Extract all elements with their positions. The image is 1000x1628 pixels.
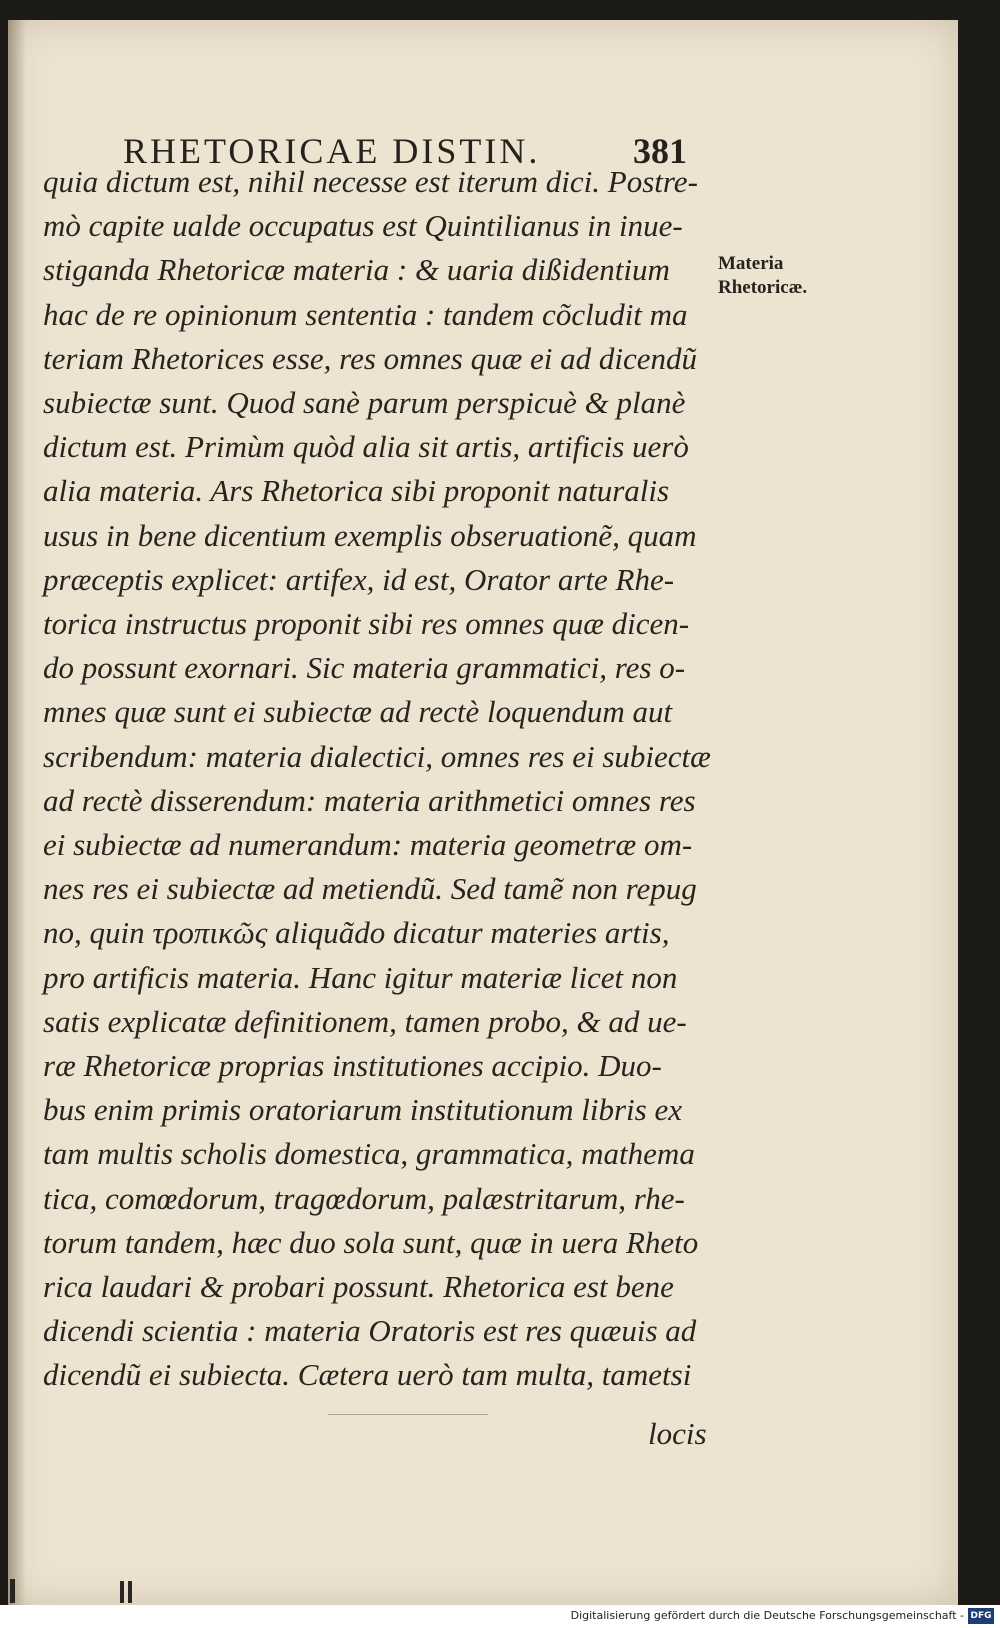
text-line: usus in bene dicentium exemplis obseruationẽ, quam bbox=[43, 517, 697, 553]
text-line: quia dictum est, nihil necesse est iterum dici. Postre- bbox=[43, 164, 698, 199]
dfg-logo: DFG bbox=[968, 1608, 994, 1624]
text-line: ræ Rhetoricæ proprias institutiones accipio. Duo- bbox=[43, 1048, 662, 1084]
text-line: dictum est. Primùm quòd alia sit artis, artificis uerò bbox=[43, 429, 689, 465]
text-line: pro artificis materia. Hanc igitur materiæ licet non bbox=[43, 959, 678, 995]
text-line: hac de re opinionum sententia : tandem cõcludit ma bbox=[43, 296, 688, 332]
text-line: nes res ei subiectæ ad metiendũ. Sed tamẽ non repug bbox=[43, 871, 697, 907]
text-line: subiectæ sunt. Quod sanè parum perspicuè & planè bbox=[43, 385, 686, 421]
text-line: stiganda Rhetoricæ materia : & uaria dißidentium bbox=[43, 252, 670, 288]
digitization-credit: Digitalisierung gefördert durch die Deutsche Forschungsgemeinschaft - bbox=[570, 1609, 964, 1622]
text-line: mò capite ualde occupatus est Quintilianus in inue- bbox=[43, 208, 683, 244]
marginal-note bbox=[718, 252, 807, 300]
text-line: no, quin τροπικῶς aliquãdo dicatur materies artis, bbox=[43, 915, 670, 951]
book-page bbox=[8, 20, 958, 1605]
text-line: rica laudari & probari possunt. Rhetorica est bene bbox=[43, 1269, 674, 1305]
text-line: ad rectè disserendum: materia arithmetici omnes res bbox=[43, 782, 696, 818]
text-line: præceptis explicet: artifex, id est, Orator arte Rhe- bbox=[43, 561, 675, 597]
text-line: dicendũ ei subiecta. Cætera uerò tam multa, tametsi bbox=[43, 1357, 692, 1393]
text-line: torica instructus proponit sibi res omnes quæ dicen- bbox=[43, 606, 690, 642]
text-line: teriam Rhetorices esse, res omnes quæ ei ad dicendũ bbox=[43, 340, 698, 376]
page-number: 381 bbox=[633, 131, 687, 171]
faint-rule bbox=[328, 1414, 488, 1415]
binding-marks bbox=[8, 1575, 148, 1605]
text-line: bus enim primis oratoriarum institutionum libris ex bbox=[43, 1092, 682, 1128]
marginal-note-line: Materia bbox=[718, 253, 784, 274]
text-line: mnes quæ sunt ei subiectæ ad rectè loquendum aut bbox=[43, 694, 673, 730]
text-line: torum tandem, hæc duo sola sunt, quæ in uera Rheto bbox=[43, 1224, 699, 1260]
text-line: ei subiectæ ad numerandum: materia geometræ om- bbox=[43, 827, 693, 863]
text-line: satis explicatæ definitionem, tamen probo, & ad ue- bbox=[43, 1003, 687, 1039]
running-title: RHETORICAE DISTIN. bbox=[123, 131, 541, 171]
text-line: scribendum: materia dialectici, omnes res ei subiectæ bbox=[43, 738, 711, 774]
catchword: locis bbox=[648, 1416, 707, 1451]
page-gutter-shadow bbox=[8, 20, 26, 1605]
text-line: tam multis scholis domestica, grammatica, mathema bbox=[43, 1136, 695, 1172]
text-line: dicendi scientia : materia Oratoris est res quæuis ad bbox=[43, 1313, 697, 1349]
marginal-note-line: Rhetoricæ. bbox=[718, 277, 808, 298]
text-line: alia materia. Ars Rhetorica sibi proponit naturalis bbox=[43, 473, 670, 509]
footer-bar bbox=[0, 1605, 1000, 1628]
main-text-block bbox=[43, 160, 723, 1398]
text-line: do possunt exornari. Sic materia grammatici, res o- bbox=[43, 650, 686, 686]
text-line: tica, comœdorum, tragœdorum, palæstritarum, rhe- bbox=[43, 1180, 685, 1216]
